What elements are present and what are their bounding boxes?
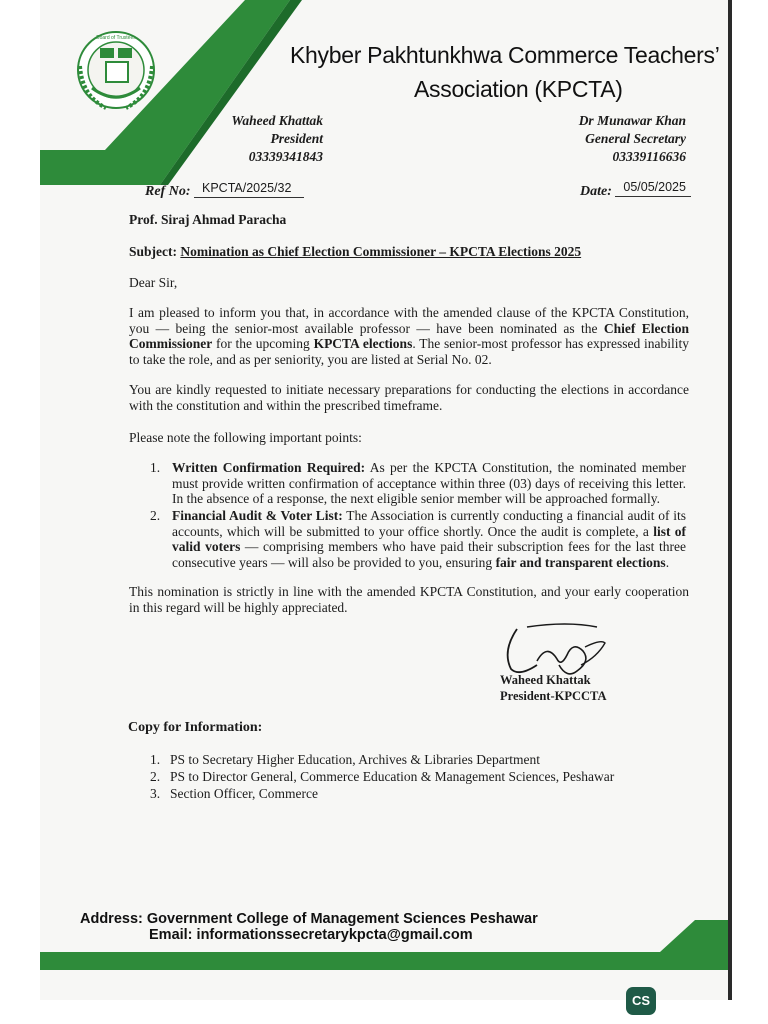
- address-text: Government College of Management Sciences Peshawar: [146, 911, 538, 927]
- point-2-title: Financial Audit & Voter List:: [172, 508, 343, 523]
- point-2-bold-voters: list of valid voters: [172, 523, 687, 555]
- camscanner-badge: CS: [626, 987, 656, 1015]
- president-block: [231, 112, 323, 166]
- date-label: Date:: [580, 184, 612, 199]
- para1-text-a: I am pleased to inform you that, in accordance with the amended clause of the KPCTA Constitution, you — being the senior-most available professor — have been nominated as the: [129, 305, 689, 336]
- point-1: [172, 460, 686, 507]
- footer-address: [80, 911, 538, 927]
- copy-item-3-number: 3.: [150, 786, 161, 801]
- ref-number: [145, 181, 304, 201]
- point-1-title: Written Confirmation Required:: [172, 460, 366, 475]
- point-2: [172, 508, 686, 570]
- copy-heading: Copy for Information:: [128, 720, 263, 735]
- paragraph-request: You are kindly requested to initiate necessary preparations for conducting the elections in accordance with the constitution and within the prescribed timeframe.: [129, 382, 689, 413]
- point-2-number: 2.: [150, 508, 161, 523]
- point-2-text-e: .: [665, 554, 670, 570]
- paragraph-points-intro: Please note the following important points:: [129, 430, 362, 445]
- address-label: Address:: [80, 911, 143, 927]
- date: [580, 180, 691, 201]
- org-name-line2: Association (KPCTA): [414, 76, 623, 102]
- email-label: Email:: [149, 927, 193, 943]
- copy-item-2-number: 2.: [150, 769, 161, 784]
- president-name: Waheed Khattak: [231, 113, 323, 128]
- ref-label: Ref No:: [145, 184, 191, 199]
- paragraph-closing: This nomination is strictly in line with the amended KPCTA Constitution, and your early cooperation in this regard will be highly appreciated.: [129, 584, 689, 615]
- association-logo: [72, 26, 160, 118]
- subject-line: [129, 244, 689, 260]
- point-2-text-c: — comprising members who have paid their subscription fees for the last three consecutive years — will also be provided to you, ensuring: [172, 539, 686, 570]
- email-text: informationssecretarykpcta@gmail.com: [196, 927, 473, 943]
- president-phone: 03339341843: [248, 149, 323, 164]
- org-name-line1: Khyber Pakhtunkhwa Commerce Teachers’: [290, 42, 720, 68]
- president-title: President: [270, 131, 323, 146]
- para1-bold-role: Chief Election Commissioner: [129, 320, 689, 352]
- para1-text-c: for the upcoming: [212, 336, 314, 352]
- signatory: [500, 672, 606, 704]
- svg-text:Board of Trustees: Board of Trustees: [96, 35, 136, 41]
- point-1-text: As per the KPCTA Constitution, the nominated member must provide written confirmation of acceptance within three (03) days of receiving this letter. In the absence of a response, the next eligible senior member will be approached formally.: [172, 460, 686, 507]
- signatory-name: Waheed Khattak: [500, 673, 591, 687]
- secretary-title: General Secretary: [585, 131, 686, 146]
- secretary-name: Dr Munawar Khan: [578, 113, 686, 128]
- copy-item-2: PS to Director General, Commerce Education & Management Sciences, Peshawar: [170, 769, 615, 784]
- para1-text-e: . The senior-most professor has expressed inability to take the role, and as per seniority, you are listed at Serial No. 02.: [129, 336, 689, 367]
- date-value: 05/05/2025: [615, 180, 691, 197]
- copy-item-3: Section Officer, Commerce: [170, 786, 319, 801]
- point-2-text-a: The Association is currently conducting a financial audit of its accounts, which will be submitted to your office shortly. Once the audit is complete, a: [172, 508, 686, 539]
- recipient-name: Prof. Siraj Ahmad Paracha: [129, 212, 287, 227]
- secretary-phone: 03339116636: [612, 149, 686, 164]
- secretary-block: [579, 112, 686, 166]
- subject-label: Subject:: [129, 244, 177, 259]
- paragraph-nomination: [129, 305, 689, 367]
- page-edge: [728, 0, 732, 1000]
- point-1-number: 1.: [150, 460, 161, 475]
- salutation: Dear Sir,: [129, 275, 178, 290]
- point-2-bold-fair: fair and transparent elections: [495, 554, 666, 570]
- copy-item-1-number: 1.: [150, 752, 161, 767]
- subject-text: Nomination as Chief Election Commissioner – KPCTA Elections 2025: [180, 244, 582, 259]
- ref-value: KPCTA/2025/32: [194, 181, 304, 198]
- copy-item-1: PS to Secretary Higher Education, Archives & Libraries Department: [170, 752, 541, 767]
- para1-bold-elections: KPCTA elections: [313, 336, 413, 352]
- footer-email: [149, 927, 473, 943]
- signatory-title: President-KPCCTA: [500, 689, 607, 703]
